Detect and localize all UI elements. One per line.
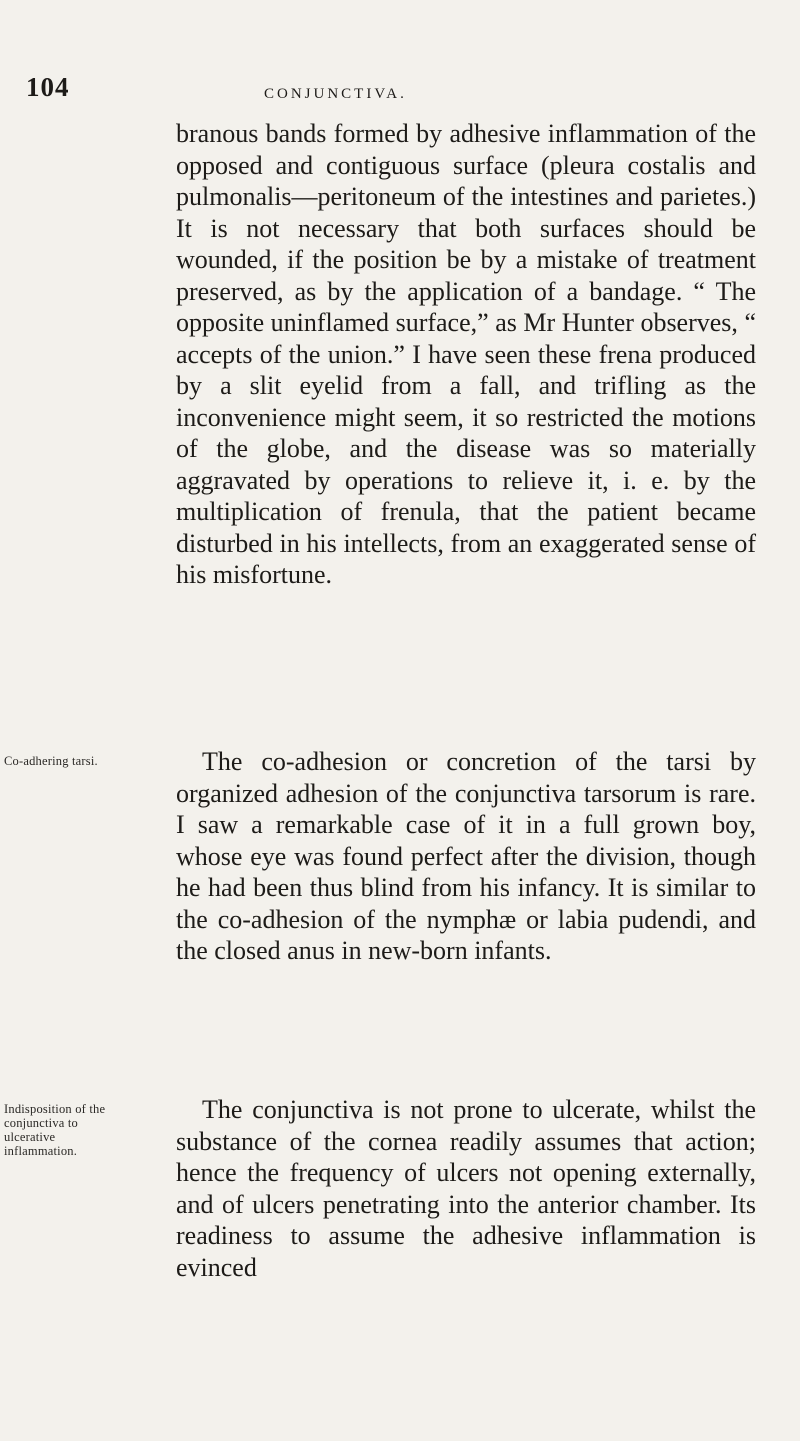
running-head bbox=[26, 72, 766, 110]
page-number: 104 bbox=[26, 72, 70, 102]
paragraph-co-adhesion bbox=[176, 746, 756, 967]
paragraph-continued bbox=[176, 118, 756, 591]
running-title: CONJUNCTIVA. bbox=[264, 86, 407, 102]
marginal-note-co-adhering-tarsi: Co-adhering tarsi. bbox=[4, 754, 98, 768]
paragraph-text: The co-adhesion or concretion of the tarsi by organized adhesion of the conjunctiva tarsorum is rare. I saw a remarkable case of it in a full grown boy, whose eye was found perfect after the division, though he had been thus blind from his infancy. It is similar to the co-adhesion of the nymphæ or labia pudendi, and the closed anus in new-born infants. bbox=[176, 747, 756, 965]
paragraph-text: The conjunctiva is not prone to ulcerate, whilst the substance of the cornea readily assumes that action; hence the frequency of ulcers not opening externally, and of ulcers penetrating into the anterior chamber. Its readiness to assume the adhesive inflammation is evinced bbox=[176, 1095, 756, 1282]
paragraph-ulceration bbox=[176, 1094, 756, 1283]
marginal-note-indisposition: Indisposition of the conjunctiva to ulcerative inflammation. bbox=[4, 1102, 106, 1158]
paragraph-text: branous bands formed by adhesive inflammation of the opposed and contiguous surface (pleura costalis and pulmonalis—peritoneum of the intestines and parietes.) It is not necessary that both surfaces should be wounded, if the position be by a mistake of treatment preserved, as by the application of a bandage. “ The opposite uninflamed surface,” as Mr Hunter observes, “ accepts of the union.” I have seen these frena produced by a slit eyelid from a fall, and trifling as the inconvenience might seem, it so restricted the motions of the globe, and the disease was so materially aggravated by operations to relieve it, i. e. by the multiplication of frenula, that the patient became disturbed in his intellects, from an exaggerated sense of his misfortune. bbox=[176, 119, 756, 589]
